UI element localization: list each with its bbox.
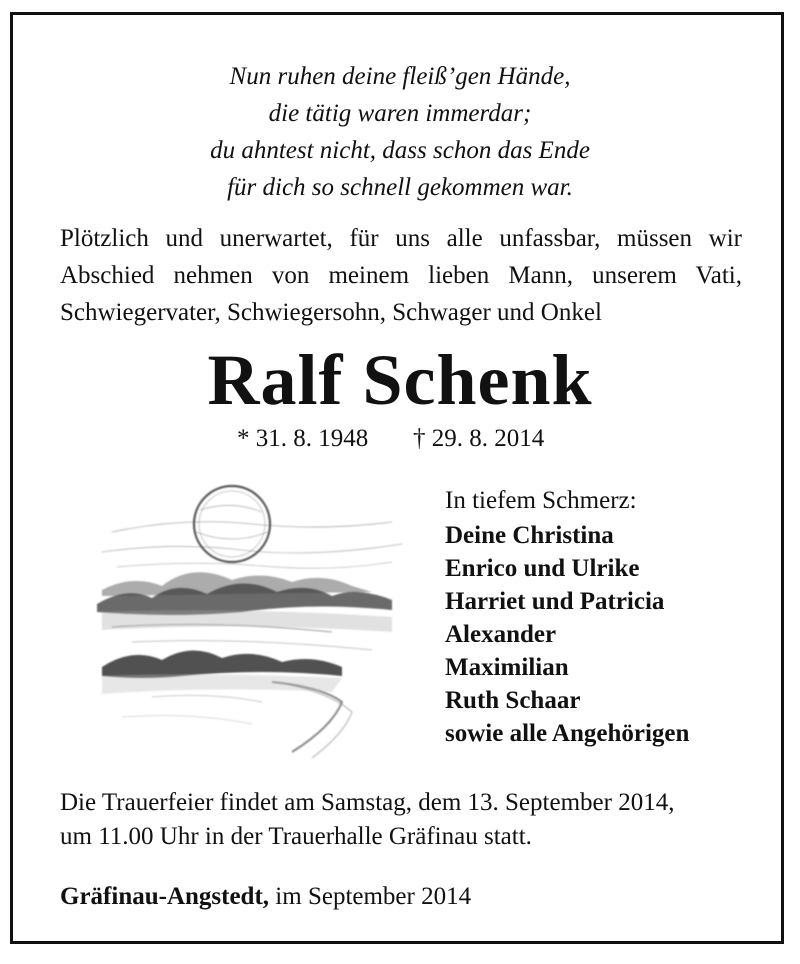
funeral-service-info — [60, 786, 674, 854]
mourner-name: Maximilian — [445, 654, 569, 681]
place-and-date — [60, 880, 471, 914]
death-date: † 29. 8. 2014 — [413, 425, 545, 452]
announcement-line: Schwiegervater, Schwiegersohn, Schwager und Onkel — [60, 299, 602, 326]
poem-line: für dich so schnell gekommen war. — [227, 174, 573, 201]
poem — [0, 58, 800, 206]
announcement-line: Abschied nehmen von meinem lieben Mann, unserem Vati, — [60, 262, 742, 289]
poem-line: die tätig waren immerdar; — [268, 100, 532, 127]
mourner-name: Ruth Schaar — [445, 687, 581, 714]
place-name: Gräfinau-Angstedt, — [60, 883, 270, 910]
service-line: um 11.00 Uhr in der Trauerhalle Gräfinau statt. — [60, 823, 532, 850]
mourners-heading: In tiefem Schmerz: — [445, 487, 637, 514]
announcement-line: Plötzlich und unerwartet, für uns alle unfassbar, müssen wir — [60, 225, 742, 252]
moon-over-lake-sketch-icon — [92, 462, 412, 762]
mourner-name: Alexander — [445, 621, 557, 648]
service-line: Die Trauerfeier findet am Samstag, dem 13. September 2014, — [60, 789, 675, 816]
mourner-name: Deine Christina — [445, 522, 614, 549]
announcement-text — [60, 220, 742, 331]
mourner-name: sowie alle Angehörigen — [445, 720, 690, 747]
closing-date: im September 2014 — [275, 883, 472, 910]
deceased-name: Ralf Schenk — [207, 340, 593, 420]
mourner-name: Harriet und Patricia — [445, 588, 665, 615]
mourner-name: Enrico und Ulrike — [445, 555, 640, 582]
poem-line: Nun ruhen deine fleiß’gen Hände, — [229, 63, 571, 90]
poem-line: du ahntest nicht, dass schon das Ende — [210, 137, 590, 164]
birth-date: * 31. 8. 1948 — [237, 425, 369, 452]
mourners-block — [445, 484, 689, 750]
